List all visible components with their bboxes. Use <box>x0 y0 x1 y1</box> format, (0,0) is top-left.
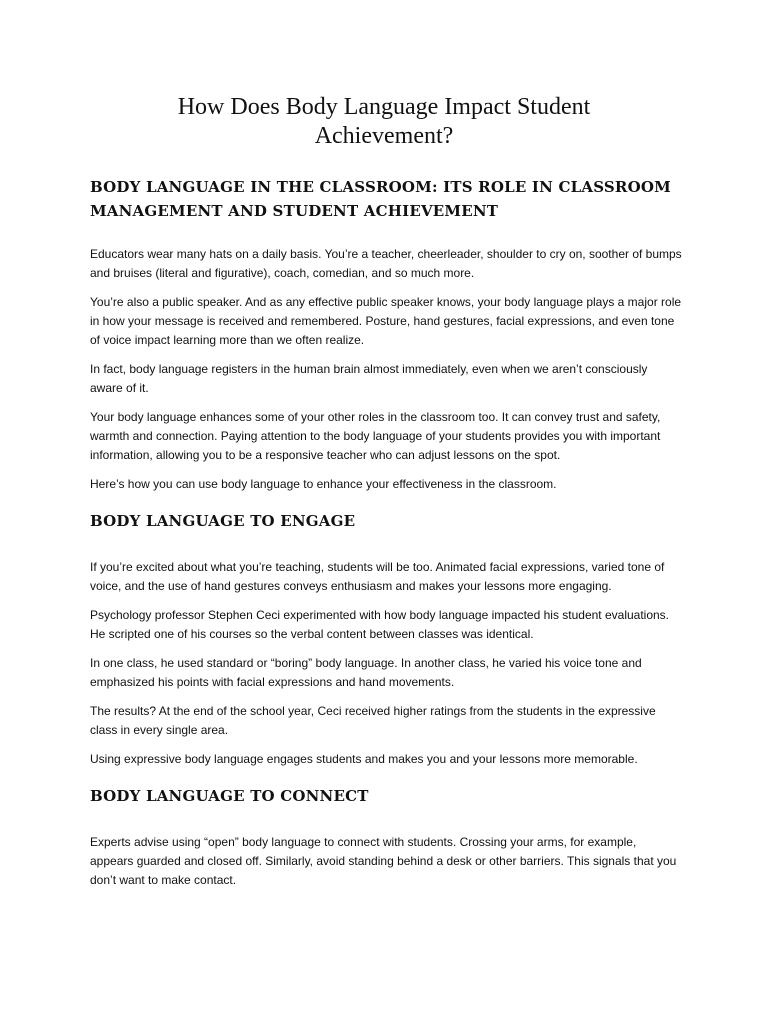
paragraph: Using expressive body language engages students and makes you and your lessons more memorable. <box>90 752 638 766</box>
section-heading: BODY LANGUAGE IN THE CLASSROOM: ITS ROLE IN CLASSROOM MANAGEMENT AND STUDENT ACHIEVEMENT <box>90 178 671 220</box>
section-heading: BODY LANGUAGE TO ENGAGE <box>90 512 356 530</box>
document-body <box>90 175 682 900</box>
paragraph: The results? At the end of the school year, Ceci received higher ratings from the students in the expressive class in every single area. <box>90 704 656 737</box>
section-connect <box>90 784 682 890</box>
section-engage <box>90 509 682 769</box>
paragraph: Here’s how you can use body language to enhance your effectiveness in the classroom. <box>90 477 557 491</box>
paragraph: Experts advise using “open” body language to connect with students. Crossing your arms, for example, appears guarded and closed off. Similarly, avoid standing behind a desk or other barriers. This signals that you don’t want to make contact. <box>90 835 677 887</box>
paragraph: Psychology professor Stephen Ceci experimented with how body language impacted his student evaluations. He scripted one of his courses so the verbal content between classes was identical. <box>90 608 670 641</box>
paragraph: In one class, he used standard or “boring” body language. In another class, he varied his voice tone and emphasized his points with facial expressions and hand movements. <box>90 656 642 689</box>
paragraph: In fact, body language registers in the human brain almost immediately, even when we aren’t consciously aware of it. <box>90 362 648 395</box>
paragraph: You’re also a public speaker. And as any effective public speaker knows, your body language plays a major role in how your message is received and remembered. Posture, hand gestures, facial expressions, and even tone of voice impact learning more than we often realize. <box>90 295 682 347</box>
section-classroom <box>90 175 682 494</box>
paragraph: If you’re excited about what you’re teaching, students will be too. Animated facial expressions, varied tone of voice, and the use of hand gestures conveys enthusiasm and makes your lessons more engaging. <box>90 560 665 593</box>
section-heading: BODY LANGUAGE TO CONNECT <box>90 787 369 805</box>
paragraph: Educators wear many hats on a daily basis. You’re a teacher, cheerleader, shoulder to cry on, soother of bumps and bruises (literal and figurative), coach, comedian, and so much more. <box>90 247 682 280</box>
document-title: How Does Body Language Impact Student Achievement? <box>177 94 591 149</box>
paragraph: Your body language enhances some of your other roles in the classroom too. It can convey trust and safety, warmth and connection. Paying attention to the body language of your students provides you with important information, allowing you to be a responsive teacher who can adjust lessons on the spot. <box>90 410 661 462</box>
